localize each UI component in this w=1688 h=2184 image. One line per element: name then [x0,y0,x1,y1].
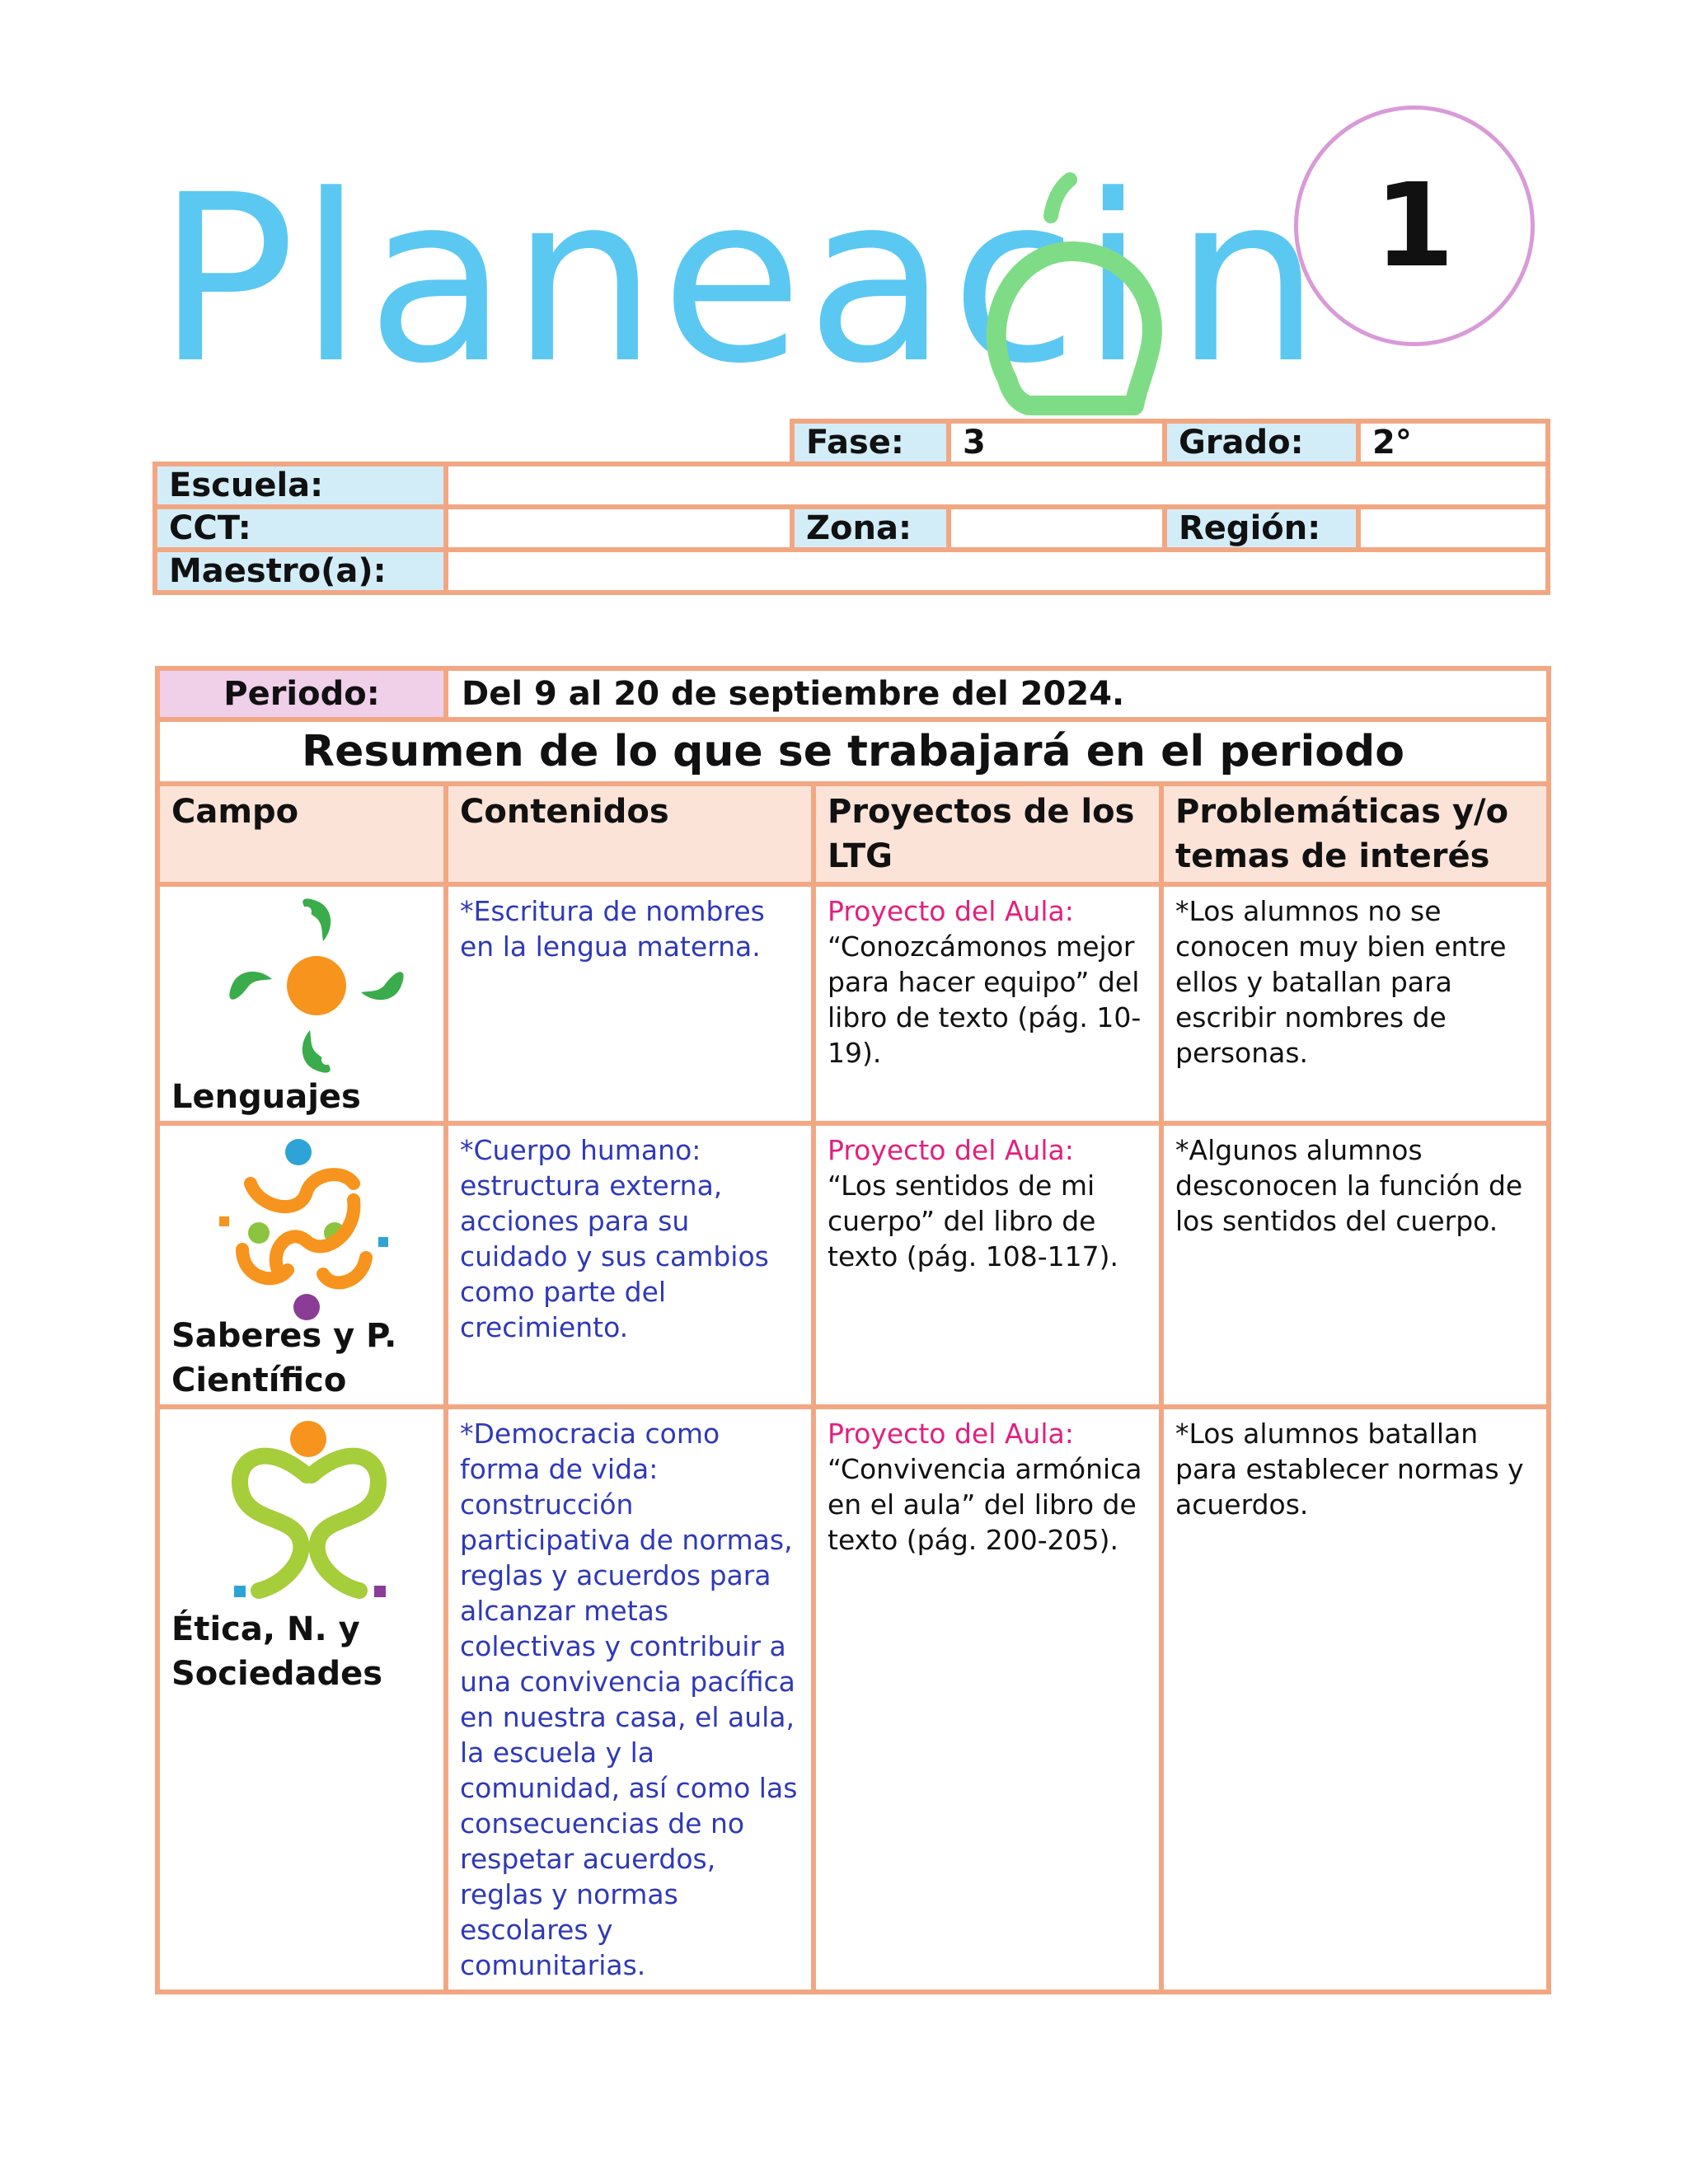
periodo-value: Del 9 al 20 de septiembre del 2024. [446,668,1549,719]
proyecto-cell [814,1123,1161,1407]
region-field[interactable] [1358,507,1548,550]
campo-cell [157,1407,446,1992]
table-row [157,1407,1549,1992]
fase-value: 3 [949,421,1165,464]
cct-field[interactable] [446,507,792,550]
empty-cell [155,421,792,464]
fase-label: Fase: [792,421,949,464]
page-number: 1 [1374,158,1455,293]
proyecto-text: “Convivencia armónica en el aula” del libro de texto (pág. 200-205). [828,1453,1142,1556]
campo-name-line: Sociedades [171,1655,383,1693]
proyecto-label: Proyecto del Aula: [828,895,1074,927]
campo-name [171,1314,396,1403]
header-problematicas: Problemáticas y/o temas de interés [1161,784,1549,884]
campo-name [171,1075,361,1119]
page-number-circle [1294,105,1535,346]
campo-name-line: Científico [171,1361,347,1399]
campo-cell [157,884,446,1123]
info-table [152,419,1550,595]
proyecto-text: “Conozcámonos mejor para hacer equipo” del libro de texto (pág. 10-19). [828,930,1142,1069]
campo-name-line: Lenguajes [171,1078,361,1116]
header-proyectos: Proyectos de los LTG [814,784,1161,884]
planning-table [155,666,1551,1994]
resumen-title: Resumen de lo que se trabajará en el periodo [157,719,1549,784]
grado-label: Grado: [1165,421,1358,464]
region-label: Región: [1165,507,1358,550]
problematica-cell: *Los alumnos no se conocen muy bien entre ellos y batallan para escribir nombres de personas. [1161,884,1549,1123]
escuela-field[interactable] [446,464,1548,507]
proyecto-label: Proyecto del Aula: [828,1134,1074,1166]
cct-label: CCT: [155,507,446,550]
proyecto-label: Proyecto del Aula: [828,1418,1074,1450]
problematica-cell: *Los alumnos batallan para establecer normas y acuerdos. [1161,1407,1549,1992]
campo-cell [157,1123,446,1407]
proyecto-cell [814,1407,1161,1992]
contenido-cell: *Democracia como forma de vida: construcción participativa de normas, reglas y acuerdos para alcanzar metas colectivas y contribuir a una convivencia pacífica en nuestra casa, el aula, la escuela y la comunidad, así como las consecuencias de no respetar acuerdos, reglas y normas escolares y comunitarias. [446,1407,814,1992]
escuela-label: Escuela: [155,464,446,507]
grado-value: 2° [1358,421,1548,464]
title-text: Planeaci [157,146,1149,415]
contenido-cell: *Escritura de nombres en la lengua materna. [446,884,814,1123]
maestro-field[interactable] [446,550,1548,593]
zona-field[interactable] [949,507,1165,550]
etica-logo-icon [209,1416,407,1605]
table-row [157,1123,1549,1407]
periodo-label: Periodo: [157,668,446,719]
header-campo: Campo [157,784,446,884]
contenido-cell: *Cuerpo humano: estructura externa, acciones para su cuidado y sus cambios como parte del crecimiento. [446,1123,814,1407]
table-row [157,884,1549,1123]
proyecto-text: “Los sentidos de mi cuerpo” del libro de texto (pág. 108-117). [828,1169,1119,1272]
lenguajes-logo-icon [218,895,415,1076]
header-contenidos: Contenidos [446,784,814,884]
zona-label: Zona: [792,507,949,550]
campo-name-line: Saberes y P. [171,1317,397,1355]
campo-name [171,1607,382,1696]
maestro-label: Maestro(a): [155,550,446,593]
campo-name-line: Ética, N. y [171,1610,360,1648]
title-n: n [1175,146,1321,415]
proyecto-cell [814,884,1161,1123]
problematica-cell: *Algunos alumnos desconocen la función de los sentidos del cuerpo. [1161,1123,1549,1407]
saberes-logo-icon [209,1134,399,1324]
